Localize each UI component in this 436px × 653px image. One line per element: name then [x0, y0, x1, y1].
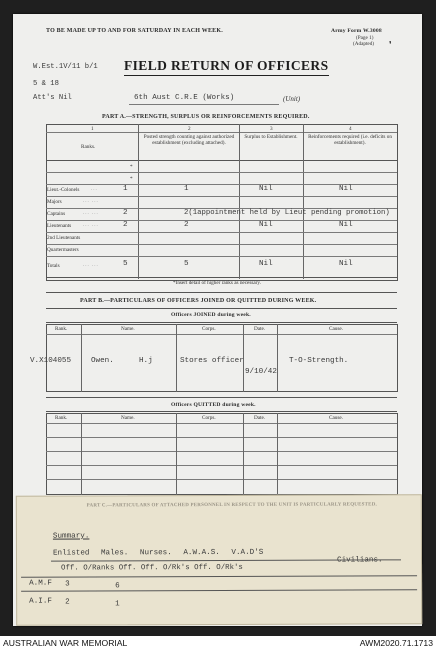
footer-credit: AUSTRALIAN WAR MEMORIAL	[3, 638, 128, 648]
rank-label: Quartermasters	[47, 247, 79, 253]
totals-surplus: Nil	[259, 260, 273, 268]
col-number-4: 4	[349, 126, 352, 132]
totals-reinforcements: Nil	[339, 260, 353, 268]
unit-name: 6th Aust C.R.E (Works)	[134, 94, 235, 102]
joined-date: 9/10/42	[245, 368, 277, 376]
totals-est: 5	[123, 260, 128, 268]
col-header-surplus: Surplus to Establishment.	[244, 134, 298, 140]
surplus-value: Nil	[259, 185, 273, 193]
form-adapted: (Adapted)	[353, 41, 375, 47]
col-name: Name.	[121, 415, 135, 421]
form-sheet: TO BE MADE UP TO AND FOR SATURDAY IN EACH WEEK. Army Form W.3008 (Page 1) (Adapted) ❜ W.Est.1V/11 b/1 FIELD RETURN OF OFFICERS 5 & 18 Att's Nil 6th Aust C.R.E (Works) (Unit) PART A.—STRENGTH, SURPLUS OR REINFORCEMENTS REQUIRED. 1 2 3 4 Ranks. Posted strength counting against authorized establishment (excluding attached). Surplus to Establishment. Reinforcements required (i.e. deficits on establishment). * * Lieut.-Colonels Majors Captains Lieutenants 2nd Lieutenants Quartermasters ... ... ... ... ... ... ... 1 2 2 1 2(1appointment held by Lieut pending promotion) 2 Nil Nil Nil Nil Totals ... ... 5 5 Nil Nil *Insert detail of higher ranks as necessary. PART B.—PARTICULARS OF OFFICERS JOINED OR QUITTED DURING WEEK. Officers JOINED during week. Rank. Name. Corps. Date. Cause. V.X104055 Owen. H.j Stores officer 9/10/42 T-O-Strength. Officers QUITTED during week. Rank. Name. Corps. Date. Cause.	[13, 14, 422, 626]
form-id: Army Form W.3008	[331, 28, 382, 34]
attached-nil: Att's Nil	[33, 94, 72, 102]
rank-label: Lieutenants	[47, 223, 72, 229]
slip-subheaders: Off. O/Ranks Off. Off. O/Rk's Off. O/Rk's	[61, 563, 243, 573]
slip-row-or: 1	[115, 600, 120, 609]
slip-row-or: 6	[115, 582, 120, 591]
est-value: 2	[123, 221, 128, 229]
col-number-3: 3	[270, 126, 273, 132]
slip-header-enlisted: Enlisted Males.	[52, 549, 129, 558]
part-a-table	[46, 124, 398, 281]
slip-row-label: A.I.F	[29, 597, 52, 606]
slip-header-awas: A.W.A.S.	[183, 548, 220, 558]
asterisk: *	[130, 164, 133, 170]
form-page: (Page 1)	[356, 35, 374, 41]
col-name: Name.	[121, 326, 135, 332]
posted-value: 1	[184, 185, 189, 193]
col-rank: Rank.	[55, 415, 68, 421]
reinforcements-value: Nil	[339, 185, 353, 193]
joined-heading: Officers JOINED during week.	[171, 312, 251, 318]
part-b-heading: PART B.—PARTICULARS OF OFFICERS JOINED OR QUITTED DURING WEEK.	[80, 298, 317, 304]
slip-header-civilians: Civilians.	[336, 556, 383, 565]
col-corps: Corps.	[202, 326, 216, 332]
slip-header-nurses: Nurses.	[139, 549, 172, 558]
slip-row-off: 2	[65, 598, 70, 607]
col-number-2: 2	[188, 126, 191, 132]
col-date: Date.	[254, 326, 266, 332]
rank-label: Captains	[47, 211, 66, 217]
slip-hidden-heading: PART C.—PARTICULARS OF ATTACHED PERSONNEL IN RESPECT TO THE UNIT IS PARTICULARLY REQUESTED.	[86, 502, 377, 509]
pencil-mark: ❜	[389, 40, 392, 49]
est-ref: W.Est.1V/11 b/1	[33, 63, 98, 71]
col-number-1: 1	[91, 126, 94, 132]
instruction-text: TO BE MADE UP TO AND FOR SATURDAY IN EACH WEEK.	[46, 28, 223, 34]
surplus-value: Nil	[259, 221, 273, 229]
est-value: 2	[123, 209, 128, 217]
slip-headers	[53, 549, 263, 558]
rank-label: Majors	[47, 199, 62, 205]
est-value: 1	[123, 185, 128, 193]
col-header-reinforcements: Reinforcements required (i.e. deficits on establishment).	[308, 134, 392, 146]
slip-row-off: 3	[65, 580, 70, 589]
col-cause: Cause.	[329, 415, 343, 421]
summary-slip	[16, 494, 422, 625]
rank-label: 2nd Lieutenants	[47, 235, 81, 241]
col-cause: Cause.	[329, 326, 343, 332]
totals-label: Totals	[47, 263, 60, 269]
est-line2: 5 & 18	[33, 80, 59, 88]
footnote: *Insert detail of higher ranks as necessary.	[173, 280, 261, 286]
joined-initials: H.j	[139, 357, 153, 365]
reinforcements-value: Nil	[339, 221, 353, 229]
unit-label: (Unit)	[283, 95, 301, 103]
quitted-heading: Officers QUITTED during week.	[171, 402, 256, 408]
joined-cause: T-O-Strength.	[289, 357, 349, 365]
slip-summary: Summary.	[52, 532, 90, 541]
col-corps: Corps.	[202, 415, 216, 421]
form-title: FIELD RETURN OF OFFICERS	[124, 58, 329, 76]
part-a-heading: PART A.—STRENGTH, SURPLUS OR REINFORCEMENTS REQUIRED.	[102, 114, 310, 120]
col-header-posted: Posted strength counting against authorized establishment (excluding attached).	[143, 134, 235, 146]
rank-label: Lieut.-Colonels	[47, 187, 80, 193]
footer-accession: AWM2020.71.1713	[359, 638, 433, 648]
joined-corps: Stores officer	[180, 357, 244, 365]
posted-value: 2(1appointment held by Lieut pending promotion)	[184, 209, 390, 217]
slip-header-vads: V.A.D'S	[231, 548, 264, 557]
totals-posted: 5	[184, 260, 189, 268]
quitted-table	[46, 413, 398, 495]
col-date: Date.	[254, 415, 266, 421]
asterisk: *	[130, 176, 133, 182]
col-rank: Rank.	[55, 326, 68, 332]
col-header-ranks: Ranks.	[81, 144, 96, 150]
slip-row-label: A.M.F	[29, 579, 52, 588]
joined-name: Owen.	[91, 357, 114, 365]
posted-value: 2	[184, 221, 189, 229]
joined-rank: V.X104055	[30, 357, 72, 365]
